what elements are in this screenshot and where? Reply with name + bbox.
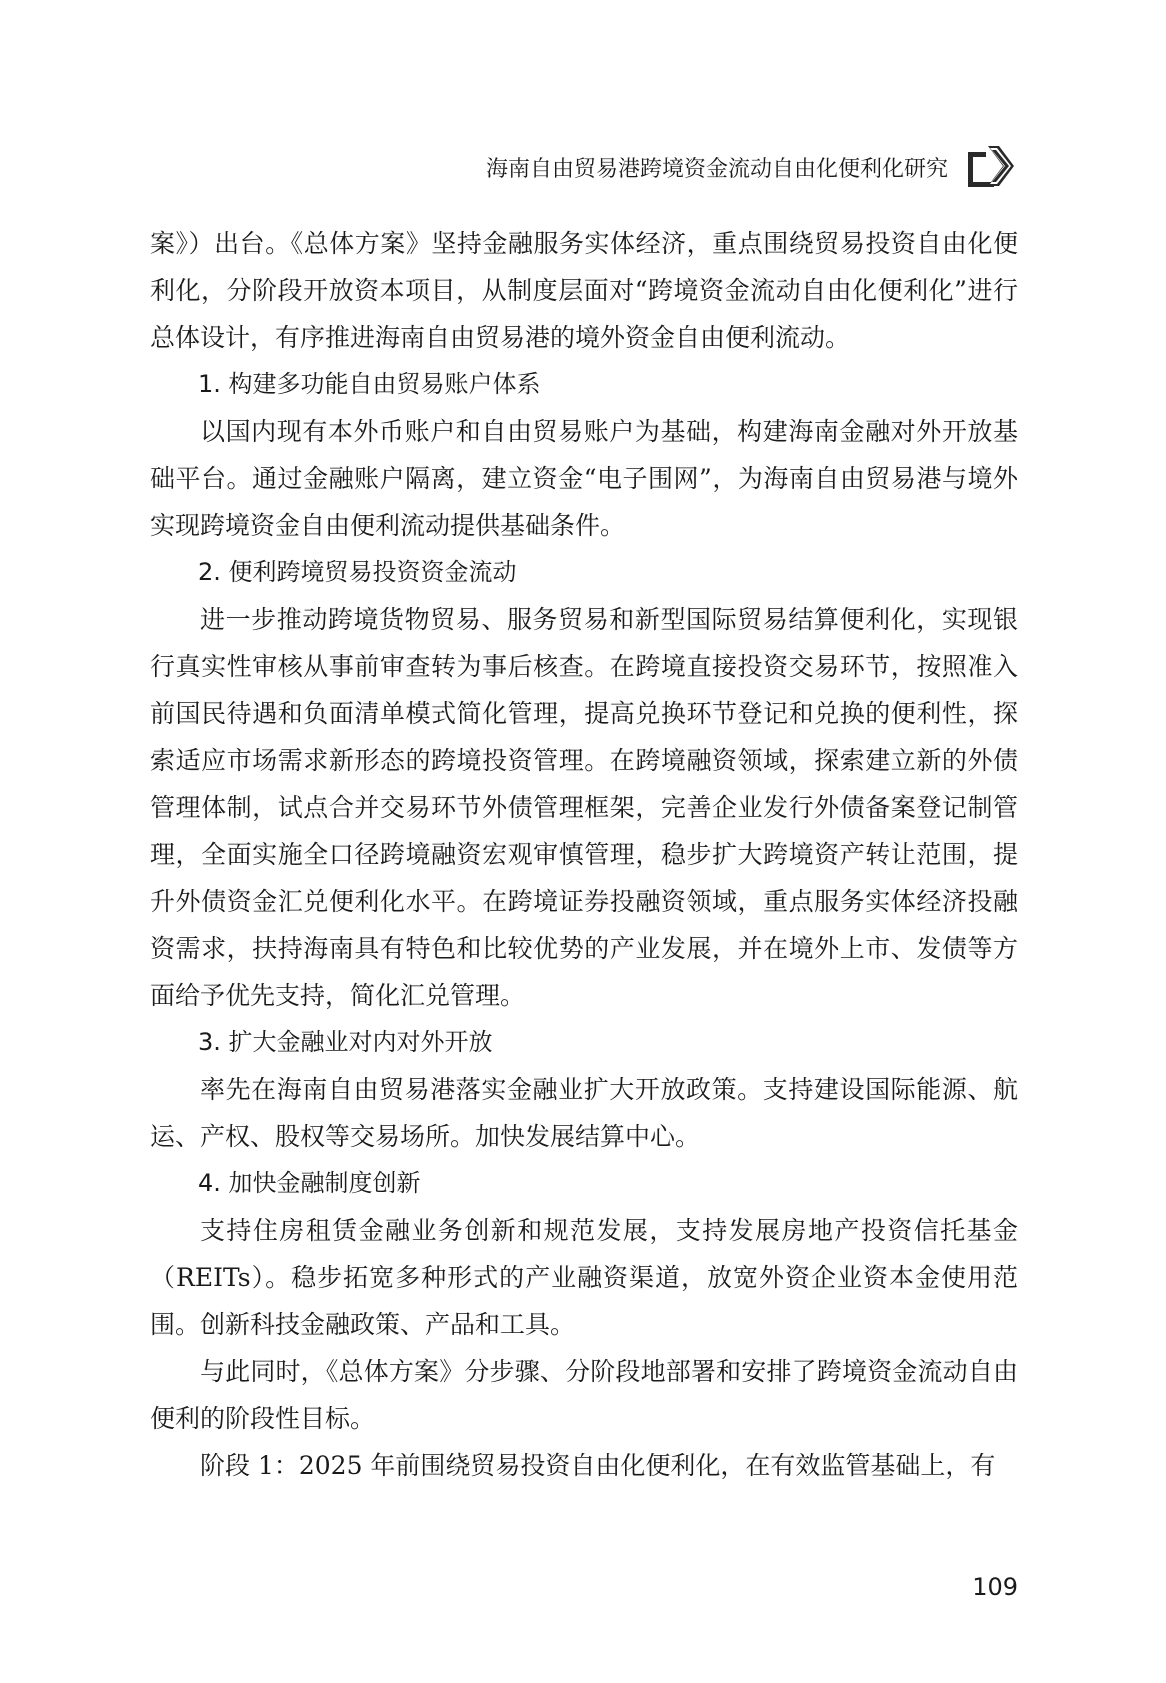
paragraph-stage-1: 阶段 1：2025 年前围绕贸易投资自由化便利化，在有效监管基础上，有 — [200, 1451, 996, 1480]
section-heading-3: 3. 扩大金融业对内对外开放 — [198, 1028, 493, 1056]
paragraph-phased-goals: 与此同时，《总体方案》分步骤、分阶段地部署和安排了跨境资金流动自由便利的阶段性目标。 — [150, 1357, 1018, 1433]
paragraph-continued: 案》）出台。《总体方案》坚持金融服务实体经济，重点围绕贸易投资自由化便利化，分阶段开放资本项目，从制度层面对“跨境资金流动自由化便利化”进行总体设计，有序推进海南自由贸易港的境外资金自由便利流动。 — [150, 229, 1018, 352]
paragraph-financial-opening: 率先在海南自由贸易港落实金融业扩大开放政策。支持建设国际能源、航运、产权、股权等交易场所。加快发展结算中心。 — [150, 1075, 1018, 1151]
page-number: 109 — [972, 1573, 1018, 1601]
section-heading-4: 4. 加快金融制度创新 — [198, 1169, 421, 1197]
paragraph-cross-border-trade: 进一步推动跨境货物贸易、服务贸易和新型国际贸易结算便利化，实现银行真实性审核从事前审查转为事后核查。在跨境直接投资交易环节，按照准入前国民待遇和负面清单模式简化管理，提高兑换环节登记和兑换的便利性，探索适应市场需求新形态的跨境投资管理。在跨境融资领域，探索建立新的外债管理体制，试点合并交易环节外债管理框架，完善企业发行外债备案登记制管理，全面实施全口径跨境融资宏观审慎管理，稳步扩大跨境资产转让范围，提升外债资金汇兑便利化水平。在跨境证券投融资领域，重点服务实体经济投融资需求，扶持海南具有特色和比较优势的产业发展，并在境外上市、发债等方面给予优先支持，简化汇兑管理。 — [150, 605, 1018, 1010]
section-heading-1: 1. 构建多功能自由贸易账户体系 — [198, 370, 541, 398]
section-heading-2: 2. 便利跨境贸易投资资金流动 — [198, 558, 517, 586]
page-body — [150, 220, 1018, 1489]
chapter-arrow-icon — [968, 144, 1020, 188]
running-header-title: 海南自由贸易港跨境资金流动自由化便利化研究 — [485, 157, 948, 182]
paragraph-financial-innovation: 支持住房租赁金融业务创新和规范发展，支持发展房地产投资信托基金（REITs）。稳步拓宽多种形式的产业融资渠道，放宽外资企业资本金使用范围。创新科技金融政策、产品和工具。 — [150, 1216, 1018, 1339]
running-header — [150, 140, 1020, 192]
paragraph-account-system: 以国内现有本外币账户和自由贸易账户为基础，构建海南金融对外开放基础平台。通过金融账户隔离，建立资金“电子围网”，为海南自由贸易港与境外实现跨境资金自由便利流动提供基础条件。 — [150, 417, 1018, 540]
